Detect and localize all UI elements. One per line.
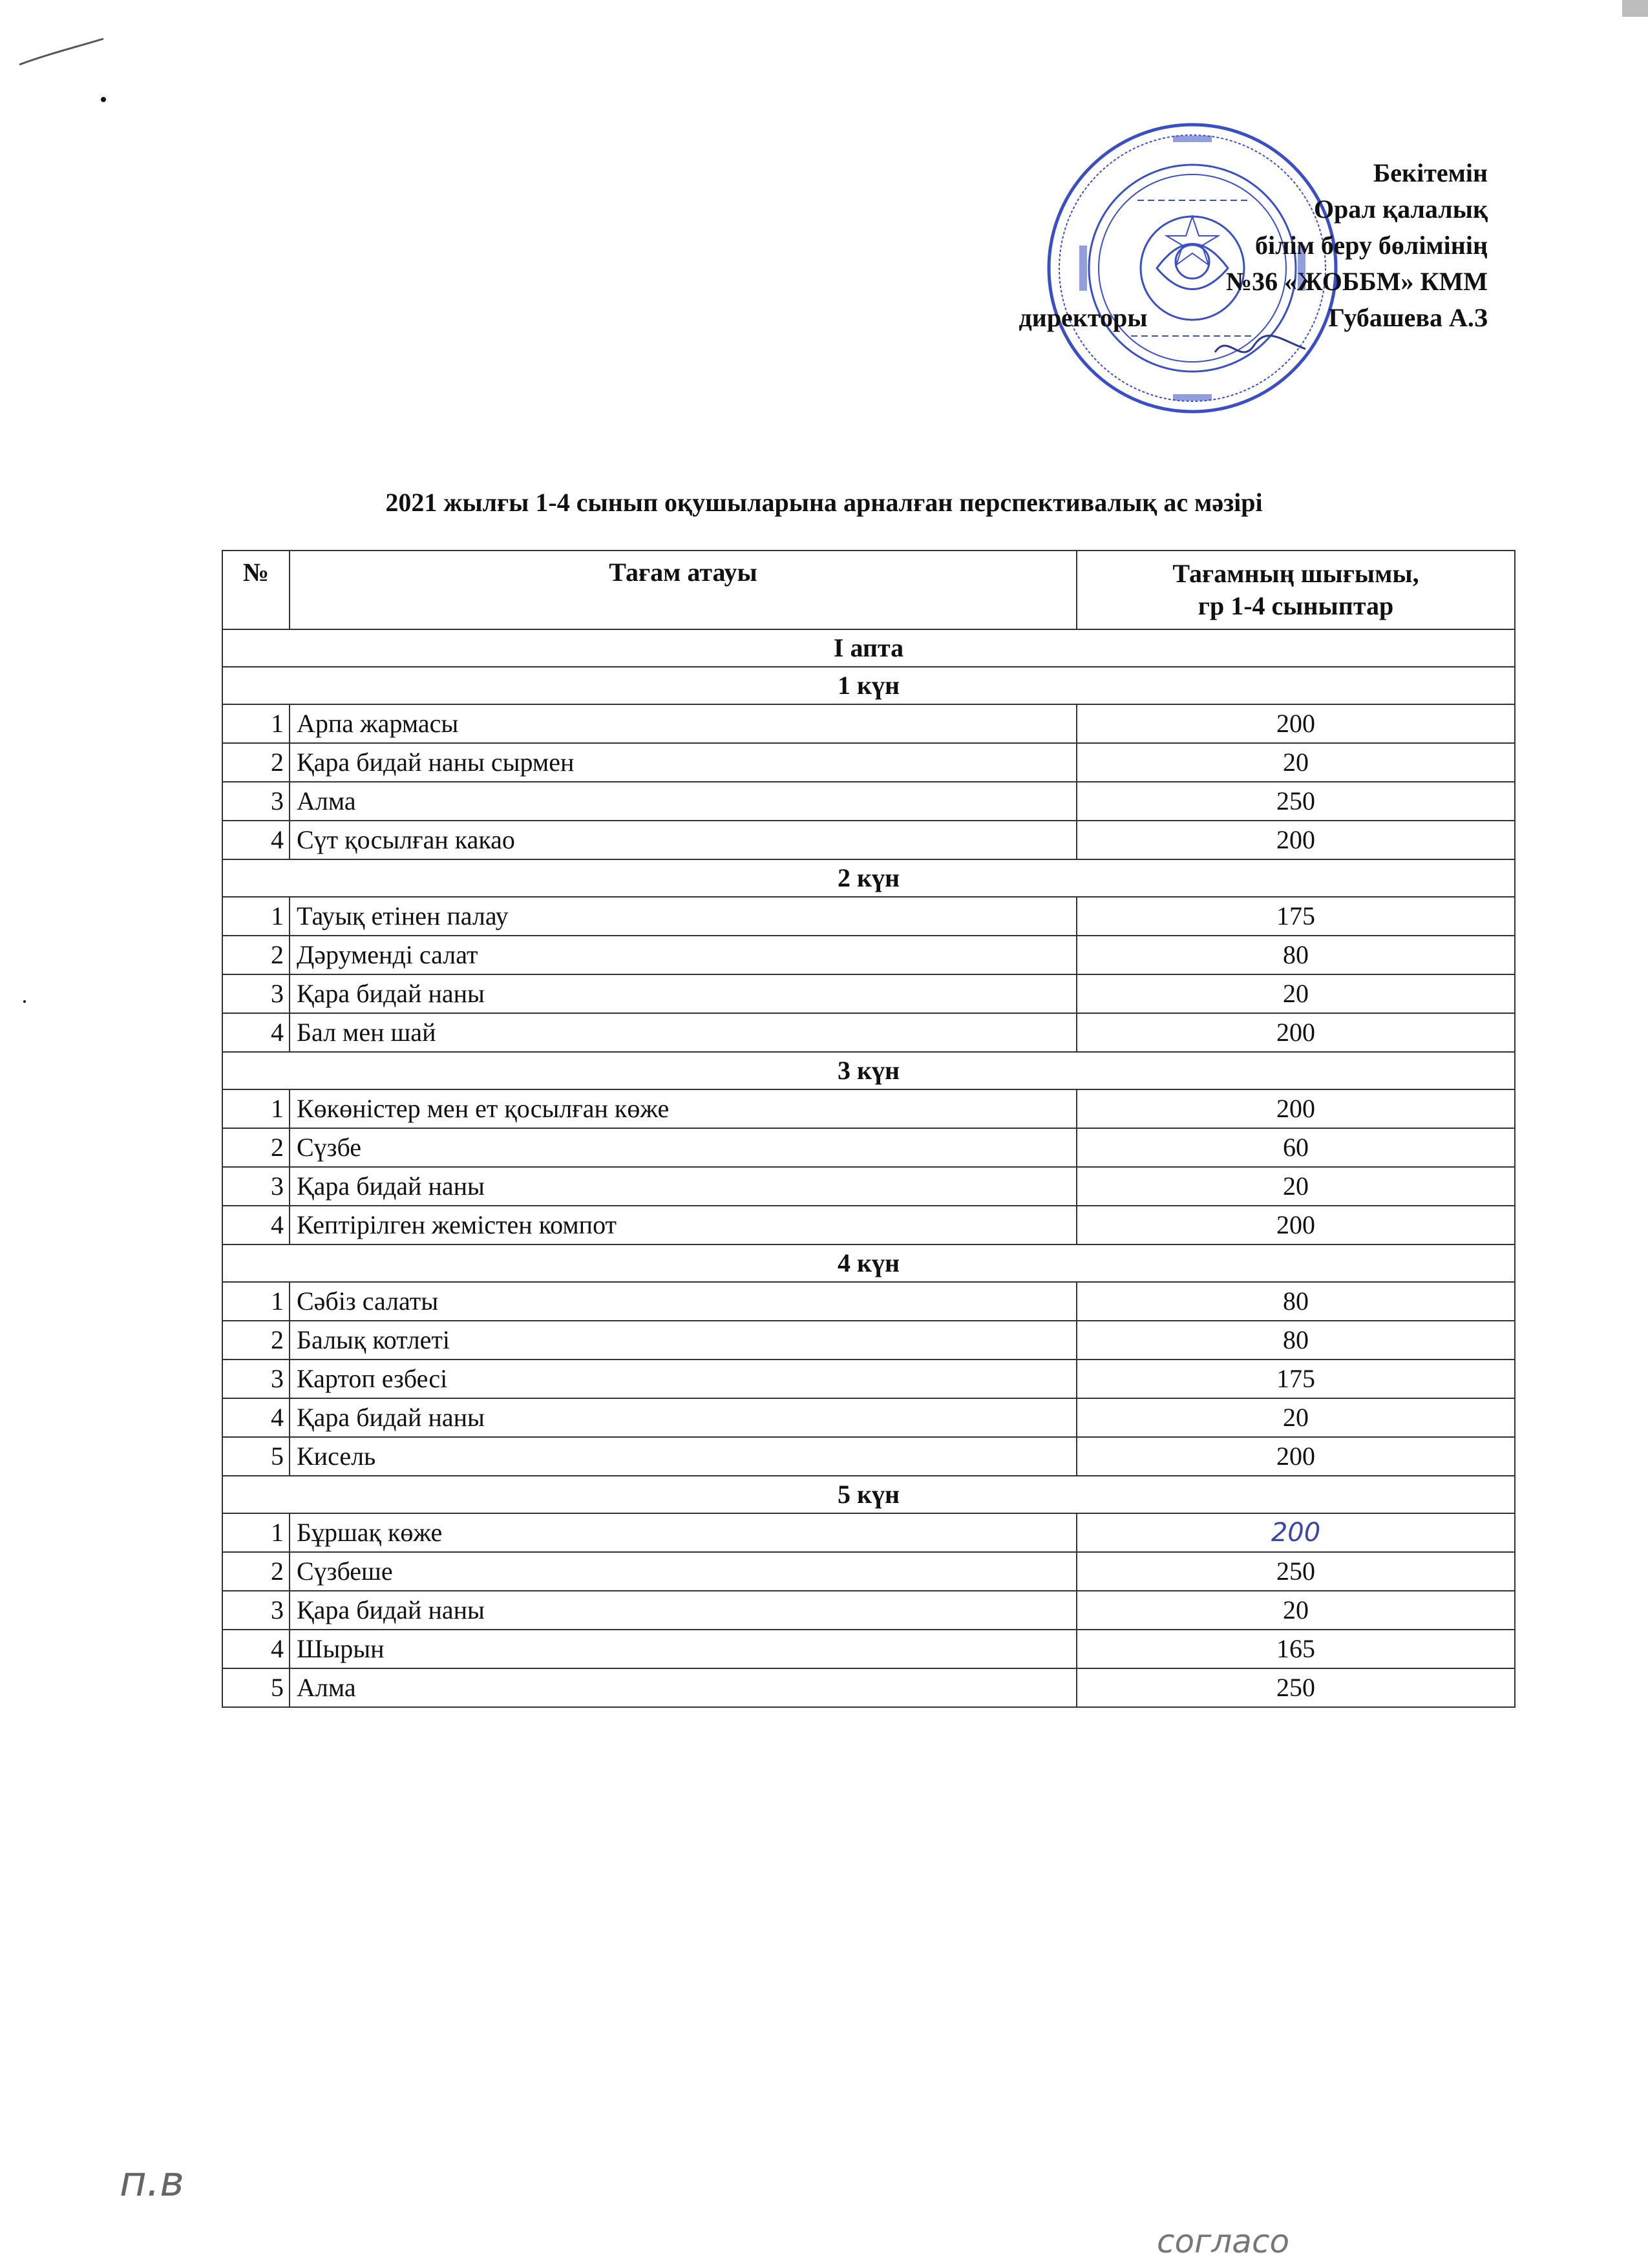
day-row	[222, 1052, 1515, 1089]
table-row	[222, 1282, 1515, 1321]
dish-yield: 20	[1077, 743, 1515, 782]
table-row	[222, 1630, 1515, 1668]
dish-name: Кептірілген жемістен компот	[290, 1206, 1077, 1244]
dish-yield: 200	[1077, 704, 1515, 743]
table-row	[222, 1668, 1515, 1707]
dish-name: Алма	[290, 1668, 1077, 1707]
row-number: 3	[222, 1591, 290, 1630]
dish-yield: 165	[1077, 1630, 1515, 1668]
row-number: 2	[222, 1552, 290, 1591]
week-label: I апта	[222, 629, 1515, 667]
dish-yield: 250	[1077, 782, 1515, 821]
director-name: Губашева А.З	[1328, 303, 1488, 332]
row-number: 2	[222, 743, 290, 782]
table-row	[222, 1591, 1515, 1630]
table-row	[222, 897, 1515, 936]
row-number: 3	[222, 1167, 290, 1206]
director-label: директоры	[1019, 303, 1148, 332]
day-row	[222, 667, 1515, 704]
dish-name: Дәруменді салат	[290, 936, 1077, 974]
dish-yield: 200	[1077, 1206, 1515, 1244]
dish-name: Қара бидай наны	[290, 1591, 1077, 1630]
dish-yield: 80	[1077, 1321, 1515, 1360]
row-number: 1	[222, 1282, 290, 1321]
dish-name: Бал мен шай	[290, 1013, 1077, 1052]
row-number: 2	[222, 936, 290, 974]
dish-name: Қара бидай наны	[290, 1398, 1077, 1437]
dish-yield: 250	[1077, 1668, 1515, 1707]
dish-name: Балық котлеті	[290, 1321, 1077, 1360]
table-row	[222, 1089, 1515, 1128]
header-dish-name: Тағам атауы	[290, 551, 1077, 629]
dish-yield: 200	[1077, 1089, 1515, 1128]
dish-name: Арпа жармасы	[290, 704, 1077, 743]
header-yield	[1077, 551, 1515, 629]
dish-yield: 20	[1077, 1591, 1515, 1630]
header-yield-line1: Тағамның шығымы,	[1172, 559, 1419, 588]
row-number: 3	[222, 782, 290, 821]
day-label: 3 күн	[222, 1052, 1515, 1089]
row-number: 1	[222, 704, 290, 743]
day-row	[222, 1244, 1515, 1282]
table-row	[222, 1360, 1515, 1398]
dish-name: Көкөністер мен ет қосылған көже	[290, 1089, 1077, 1128]
approval-line-4: №36 «ЖОББМ» КММ	[1225, 267, 1488, 296]
row-number: 1	[222, 1513, 290, 1552]
dish-name: Қара бидай наны	[290, 1167, 1077, 1206]
day-label: 4 күн	[222, 1244, 1515, 1282]
row-number: 3	[222, 1360, 290, 1398]
header-row	[222, 551, 1515, 629]
signature	[1209, 326, 1312, 372]
dish-name: Сәбіз салаты	[290, 1282, 1077, 1321]
handwritten-note-left: п.в	[120, 2158, 184, 2206]
pen-scribble	[13, 26, 116, 84]
dish-name: Бұршақ көже	[290, 1513, 1077, 1552]
dish-yield: 200	[1077, 1437, 1515, 1476]
row-number: 1	[222, 1089, 290, 1128]
dish-name: Сүзбе	[290, 1128, 1077, 1167]
dish-yield: 200	[1077, 821, 1515, 859]
dish-yield: 20	[1077, 1398, 1515, 1437]
approval-line-3: білім беру бөлімінің	[1255, 231, 1488, 260]
ink-dot	[101, 97, 106, 102]
table-row	[222, 1013, 1515, 1052]
table-row	[222, 1398, 1515, 1437]
table-row	[222, 936, 1515, 974]
row-number: 4	[222, 1398, 290, 1437]
row-number: 5	[222, 1437, 290, 1476]
dish-name: Сүт қосылған какао	[290, 821, 1077, 859]
dish-name: Шырын	[290, 1630, 1077, 1668]
header-number: №	[222, 551, 290, 629]
day-label: 2 күн	[222, 859, 1515, 897]
table-row	[222, 974, 1515, 1013]
dish-yield: 60	[1077, 1128, 1515, 1167]
table-row	[222, 743, 1515, 782]
table-row	[222, 1167, 1515, 1206]
row-number: 4	[222, 821, 290, 859]
dish-name: Алма	[290, 782, 1077, 821]
table-row	[222, 1206, 1515, 1244]
table-row	[222, 704, 1515, 743]
handwritten-note-right: согласо	[1157, 2223, 1290, 2260]
table-row	[222, 1513, 1515, 1552]
row-number: 4	[222, 1630, 290, 1668]
dish-yield: 80	[1077, 1282, 1515, 1321]
dish-yield: 175	[1077, 1360, 1515, 1398]
row-number: 4	[222, 1013, 290, 1052]
approval-line-5	[906, 300, 1488, 336]
row-number: 5	[222, 1668, 290, 1707]
dish-name: Тауық етінен палау	[290, 897, 1077, 936]
approval-block	[906, 155, 1488, 336]
day-label: 5 күн	[222, 1476, 1515, 1513]
dish-name: Кисель	[290, 1437, 1077, 1476]
scan-corner-mark	[1622, 0, 1648, 17]
day-row	[222, 1476, 1515, 1513]
dish-yield: 175	[1077, 897, 1515, 936]
day-label: 1 күн	[222, 667, 1515, 704]
table-row	[222, 782, 1515, 821]
page-title: 2021 жылғы 1-4 сынып оқушыларына арналған перспективалық ас мәзірі	[385, 488, 1263, 517]
dish-yield: 250	[1077, 1552, 1515, 1591]
dish-yield: 200	[1077, 1013, 1515, 1052]
dish-name: Қара бидай наны сырмен	[290, 743, 1077, 782]
table-row	[222, 1437, 1515, 1476]
approval-line-1: Бекітемін	[1373, 158, 1488, 187]
dish-yield: 200	[1077, 1513, 1515, 1552]
day-row	[222, 859, 1515, 897]
dish-yield: 20	[1077, 1167, 1515, 1206]
week-row	[222, 629, 1515, 667]
dish-name: Қара бидай наны	[290, 974, 1077, 1013]
dish-yield: 20	[1077, 974, 1515, 1013]
row-number: 2	[222, 1321, 290, 1360]
row-number: 3	[222, 974, 290, 1013]
header-yield-line2: гр 1-4 сыныптар	[1198, 591, 1394, 620]
row-number: 2	[222, 1128, 290, 1167]
table-row	[222, 1321, 1515, 1360]
dish-name: Картоп езбесі	[290, 1360, 1077, 1398]
menu-table	[222, 550, 1516, 1708]
table-row	[222, 1128, 1515, 1167]
dish-name: Сүзбеше	[290, 1552, 1077, 1591]
table-row	[222, 1552, 1515, 1591]
row-number: 1	[222, 897, 290, 936]
approval-line-2: Орал қалалық	[1313, 194, 1488, 224]
row-number: 4	[222, 1206, 290, 1244]
dish-yield: 80	[1077, 936, 1515, 974]
table-row	[222, 821, 1515, 859]
ink-dot	[23, 1000, 26, 1003]
